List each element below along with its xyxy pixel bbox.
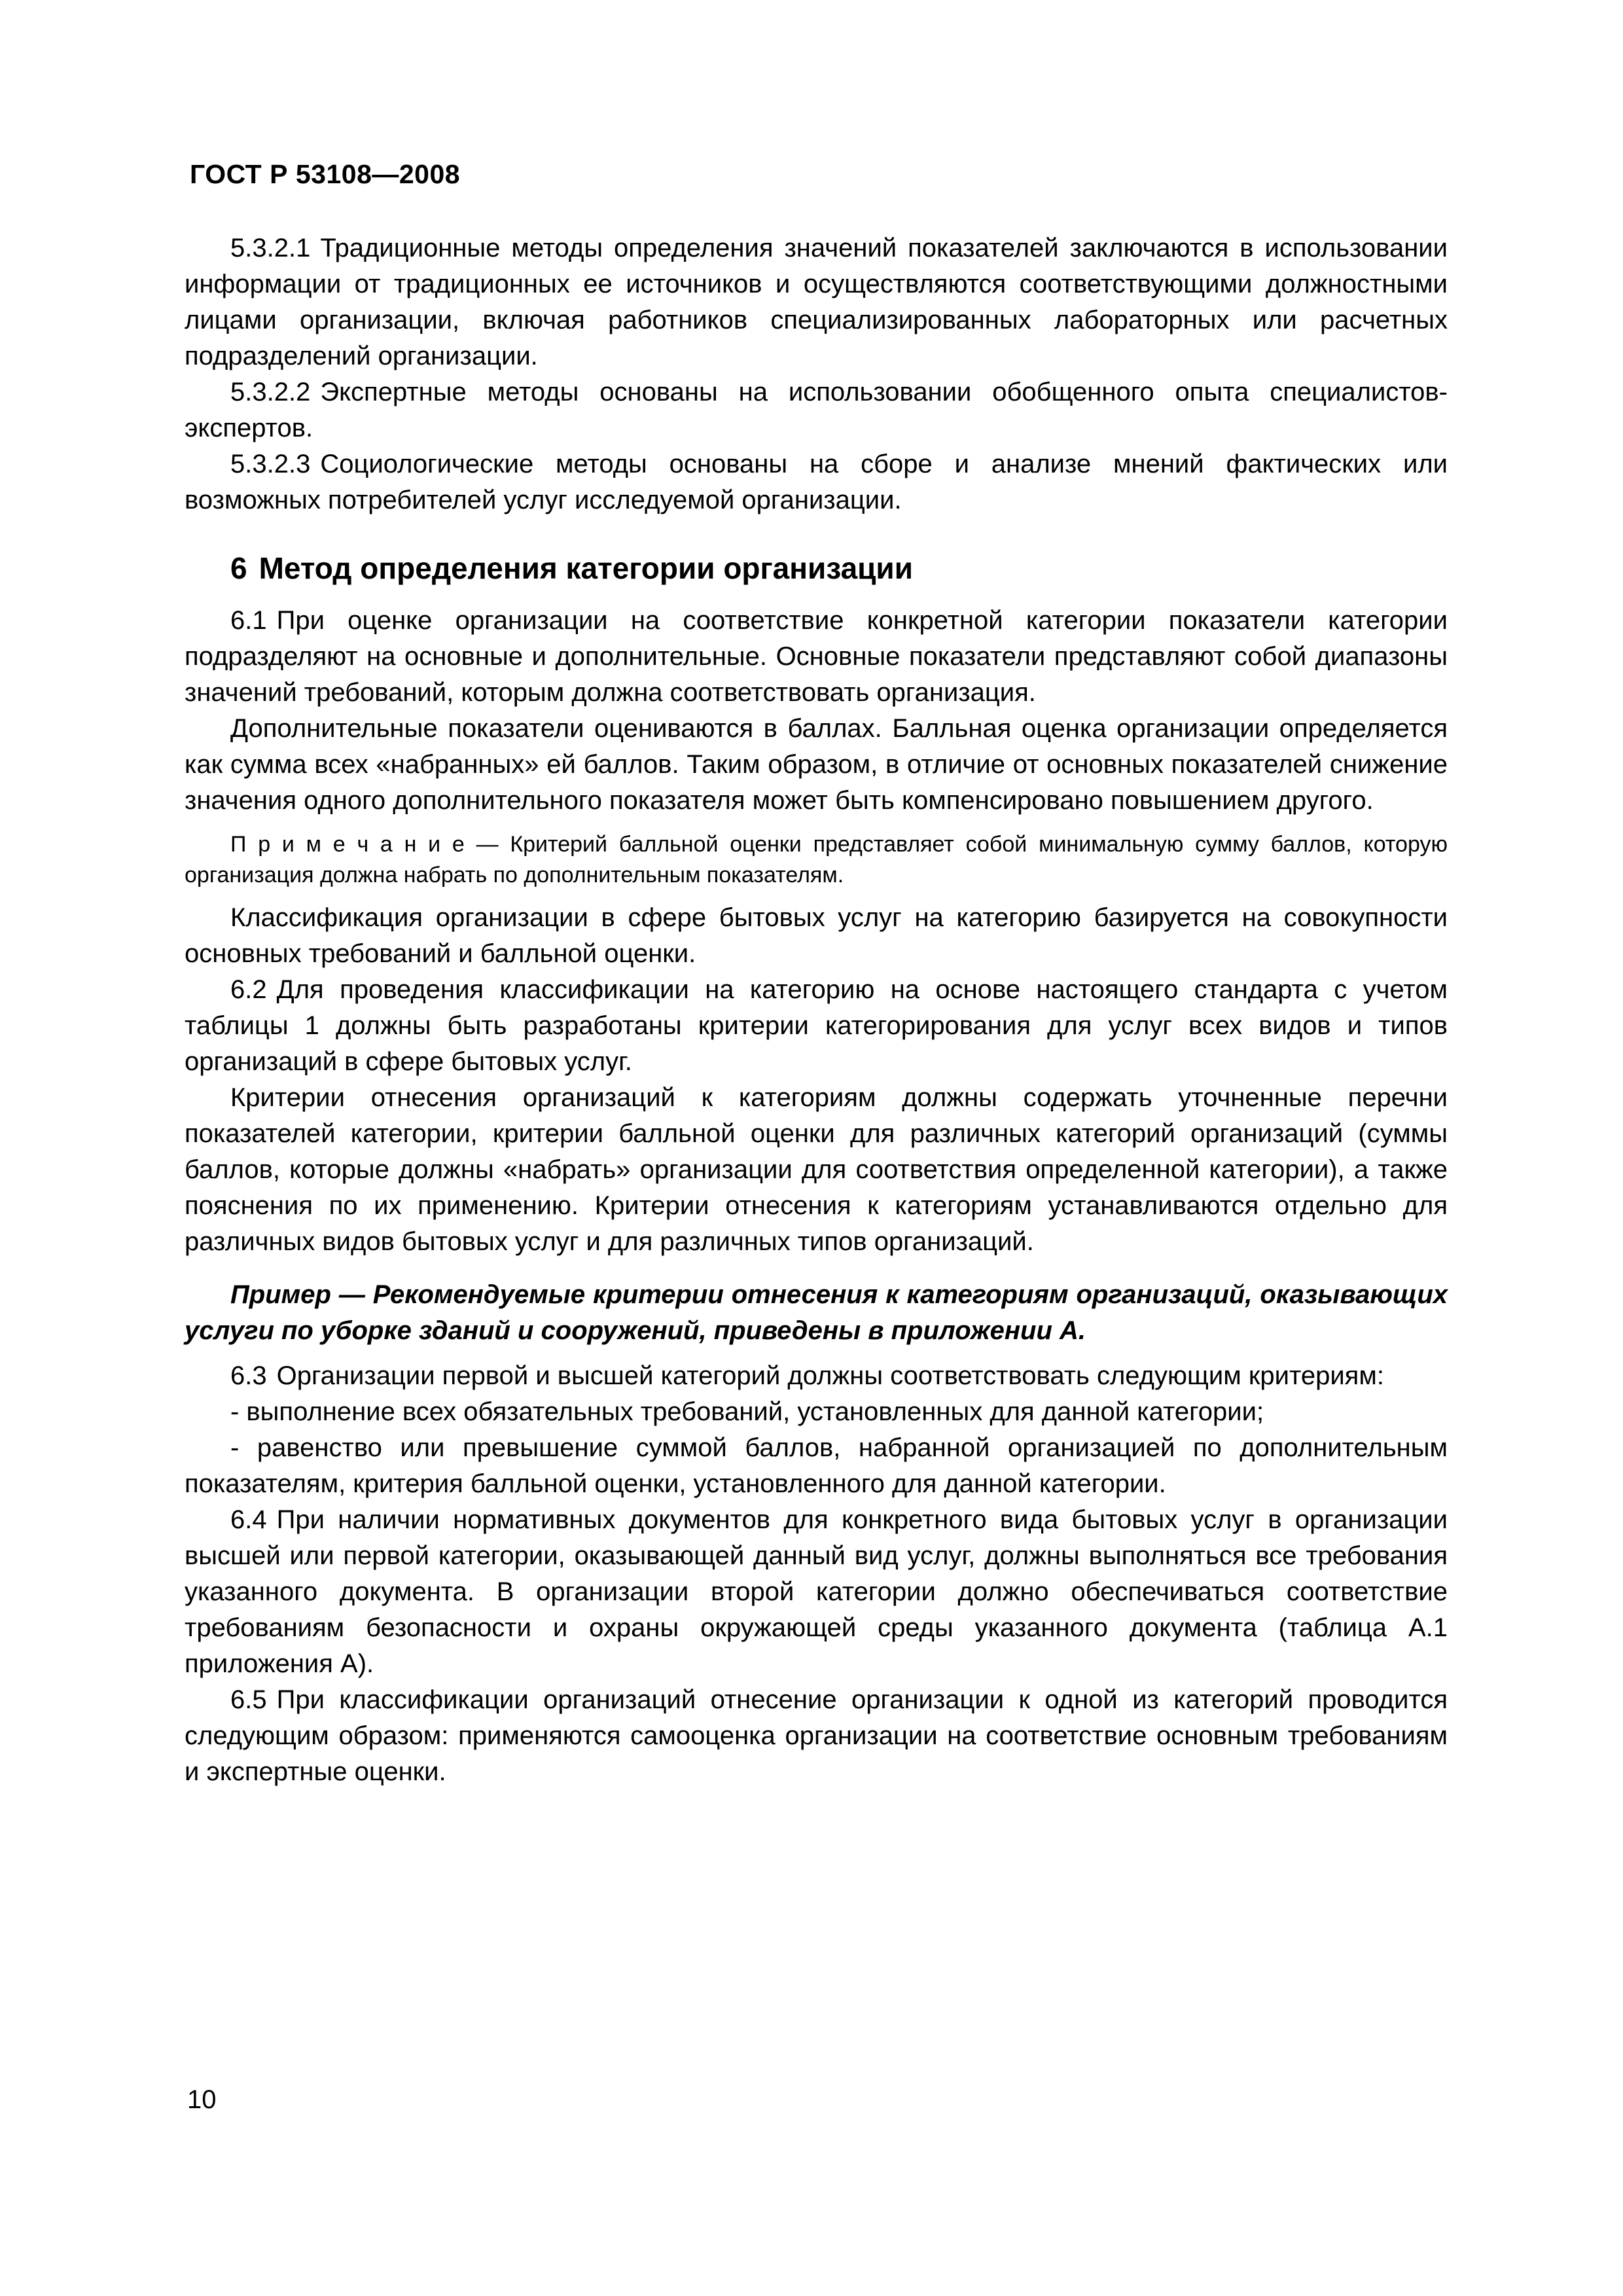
paragraph-text: Классификация организации в сфере бытовых услуг на категорию базируется на совокупности основных требований и балльной оценки. bbox=[185, 903, 1448, 968]
clause-6-2 bbox=[185, 972, 1448, 1080]
clause-6-1 bbox=[185, 603, 1448, 711]
clause-number: 6.3 bbox=[230, 1361, 267, 1390]
clause-text: Организации первой и высшей категорий должны соответствовать следующим критериям: bbox=[276, 1361, 1384, 1390]
clause-number: 6.1 bbox=[230, 606, 267, 635]
paragraph-text: Критерии отнесения организаций к категориям должны содержать уточненные перечни показателей категории, критерии балльной оценки для различных категорий организаций (суммы баллов, которые должны «набрать» организации для соответствия определенной категории), а также пояснения по их применению. Критерии отнесения к категориям устанавливаются отдельно для различных видов бытовых услуг и для различных типов организаций. bbox=[185, 1083, 1448, 1256]
page-number: 10 bbox=[187, 2085, 217, 2114]
clause-text: Традиционные методы определения значений показателей заключаются в использовании информации от традиционных ее источников и осуществляются соответствующими должностными лицами организации, включая работников специализированных лабораторных или расчетных подразделений организации. bbox=[185, 234, 1448, 370]
clause-text: Для проведения классификации на категорию на основе настоящего стандарта с учетом таблицы 1 должны быть разработаны критерии категорирования для услуг всех видов и типов организаций в сфере бытовых услуг. bbox=[185, 975, 1448, 1076]
clause-text: Социологические методы основаны на сборе и анализе мнений фактических или возможных потребителей услуг исследуемой организации. bbox=[185, 450, 1448, 514]
clause-number: 5.3.2.1 bbox=[230, 234, 311, 262]
list-item-requirements bbox=[185, 1394, 1448, 1430]
clause-6-3 bbox=[185, 1358, 1448, 1394]
clause-number: 6.4 bbox=[230, 1505, 267, 1534]
example-text: Пример — Рекомендуемые критерии отнесения к категориям организаций, оказывающих услуги по уборке зданий и сооружений, приведены в приложении А. bbox=[185, 1280, 1448, 1345]
clause-number: 5.3.2.2 bbox=[230, 378, 311, 406]
clause-text: При оценке организации на соответствие конкретной категории показатели категории подразделяют на основные и дополнительные. Основные показатели представляют собой диапазоны значений требований, которым должна соответствовать организация. bbox=[185, 606, 1448, 707]
example-paragraph bbox=[185, 1277, 1448, 1349]
document-body bbox=[185, 230, 1448, 1790]
clause-text: При наличии нормативных документов для конкретного вида бытовых услуг в организации высшей или первой категории, оказывающей данный вид услуг, должны выполняться все требования указанного документа. В организации второй категории должно обеспечиваться соответствие требованиям безопасности и охраны окружающей среды указанного документа (таблица А.1 приложения А). bbox=[185, 1505, 1448, 1678]
list-item-text: - выполнение всех обязательных требований, установленных для данной категории; bbox=[230, 1397, 1264, 1426]
section-number: 6 bbox=[230, 551, 247, 585]
document-header: ГОСТ Р 53108—2008 bbox=[190, 159, 461, 189]
clause-5-3-2-2 bbox=[185, 374, 1448, 446]
clause-number: 5.3.2.3 bbox=[230, 450, 311, 478]
clause-6-4 bbox=[185, 1502, 1448, 1682]
clause-text: При классификации организаций отнесение организации к одной из категорий проводится следующим образом: применяются самооценка организации на соответствие основным требованиям и экспертные оценки. bbox=[185, 1685, 1448, 1786]
clause-text: Экспертные методы основаны на использовании обобщенного опыта специалистов-экспертов. bbox=[185, 378, 1448, 442]
clause-6-5 bbox=[185, 1682, 1448, 1790]
section-heading bbox=[185, 548, 1448, 588]
paragraph-criteria bbox=[185, 1080, 1448, 1260]
paragraph-text: Дополнительные показатели оцениваются в баллах. Балльная оценка организации определяется как сумма всех «набранных» ей баллов. Таким образом, в отличие от основных показателей снижение значения одного дополнительного показателя может быть компенсировано повышением другого. bbox=[185, 714, 1448, 815]
section-title: Метод определения категории организации bbox=[259, 551, 913, 585]
note-text: П р и м е ч а н и е — Критерий балльной оценки представляет собой минимальную сумму баллов, которую организация должна набрать по дополнительным показателям. bbox=[185, 832, 1448, 888]
list-item-score bbox=[185, 1430, 1448, 1502]
clause-5-3-2-3 bbox=[185, 446, 1448, 518]
clause-number: 6.5 bbox=[230, 1685, 267, 1714]
paragraph-additional-indicators bbox=[185, 711, 1448, 819]
list-item-text: - равенство или превышение суммой баллов, набранной организацией по дополнительным показателям, критерия балльной оценки, установленного для данной категории. bbox=[185, 1433, 1448, 1498]
note-paragraph bbox=[185, 829, 1448, 891]
clause-number: 6.2 bbox=[230, 975, 267, 1004]
clause-5-3-2-1 bbox=[185, 230, 1448, 374]
paragraph-classification bbox=[185, 900, 1448, 972]
